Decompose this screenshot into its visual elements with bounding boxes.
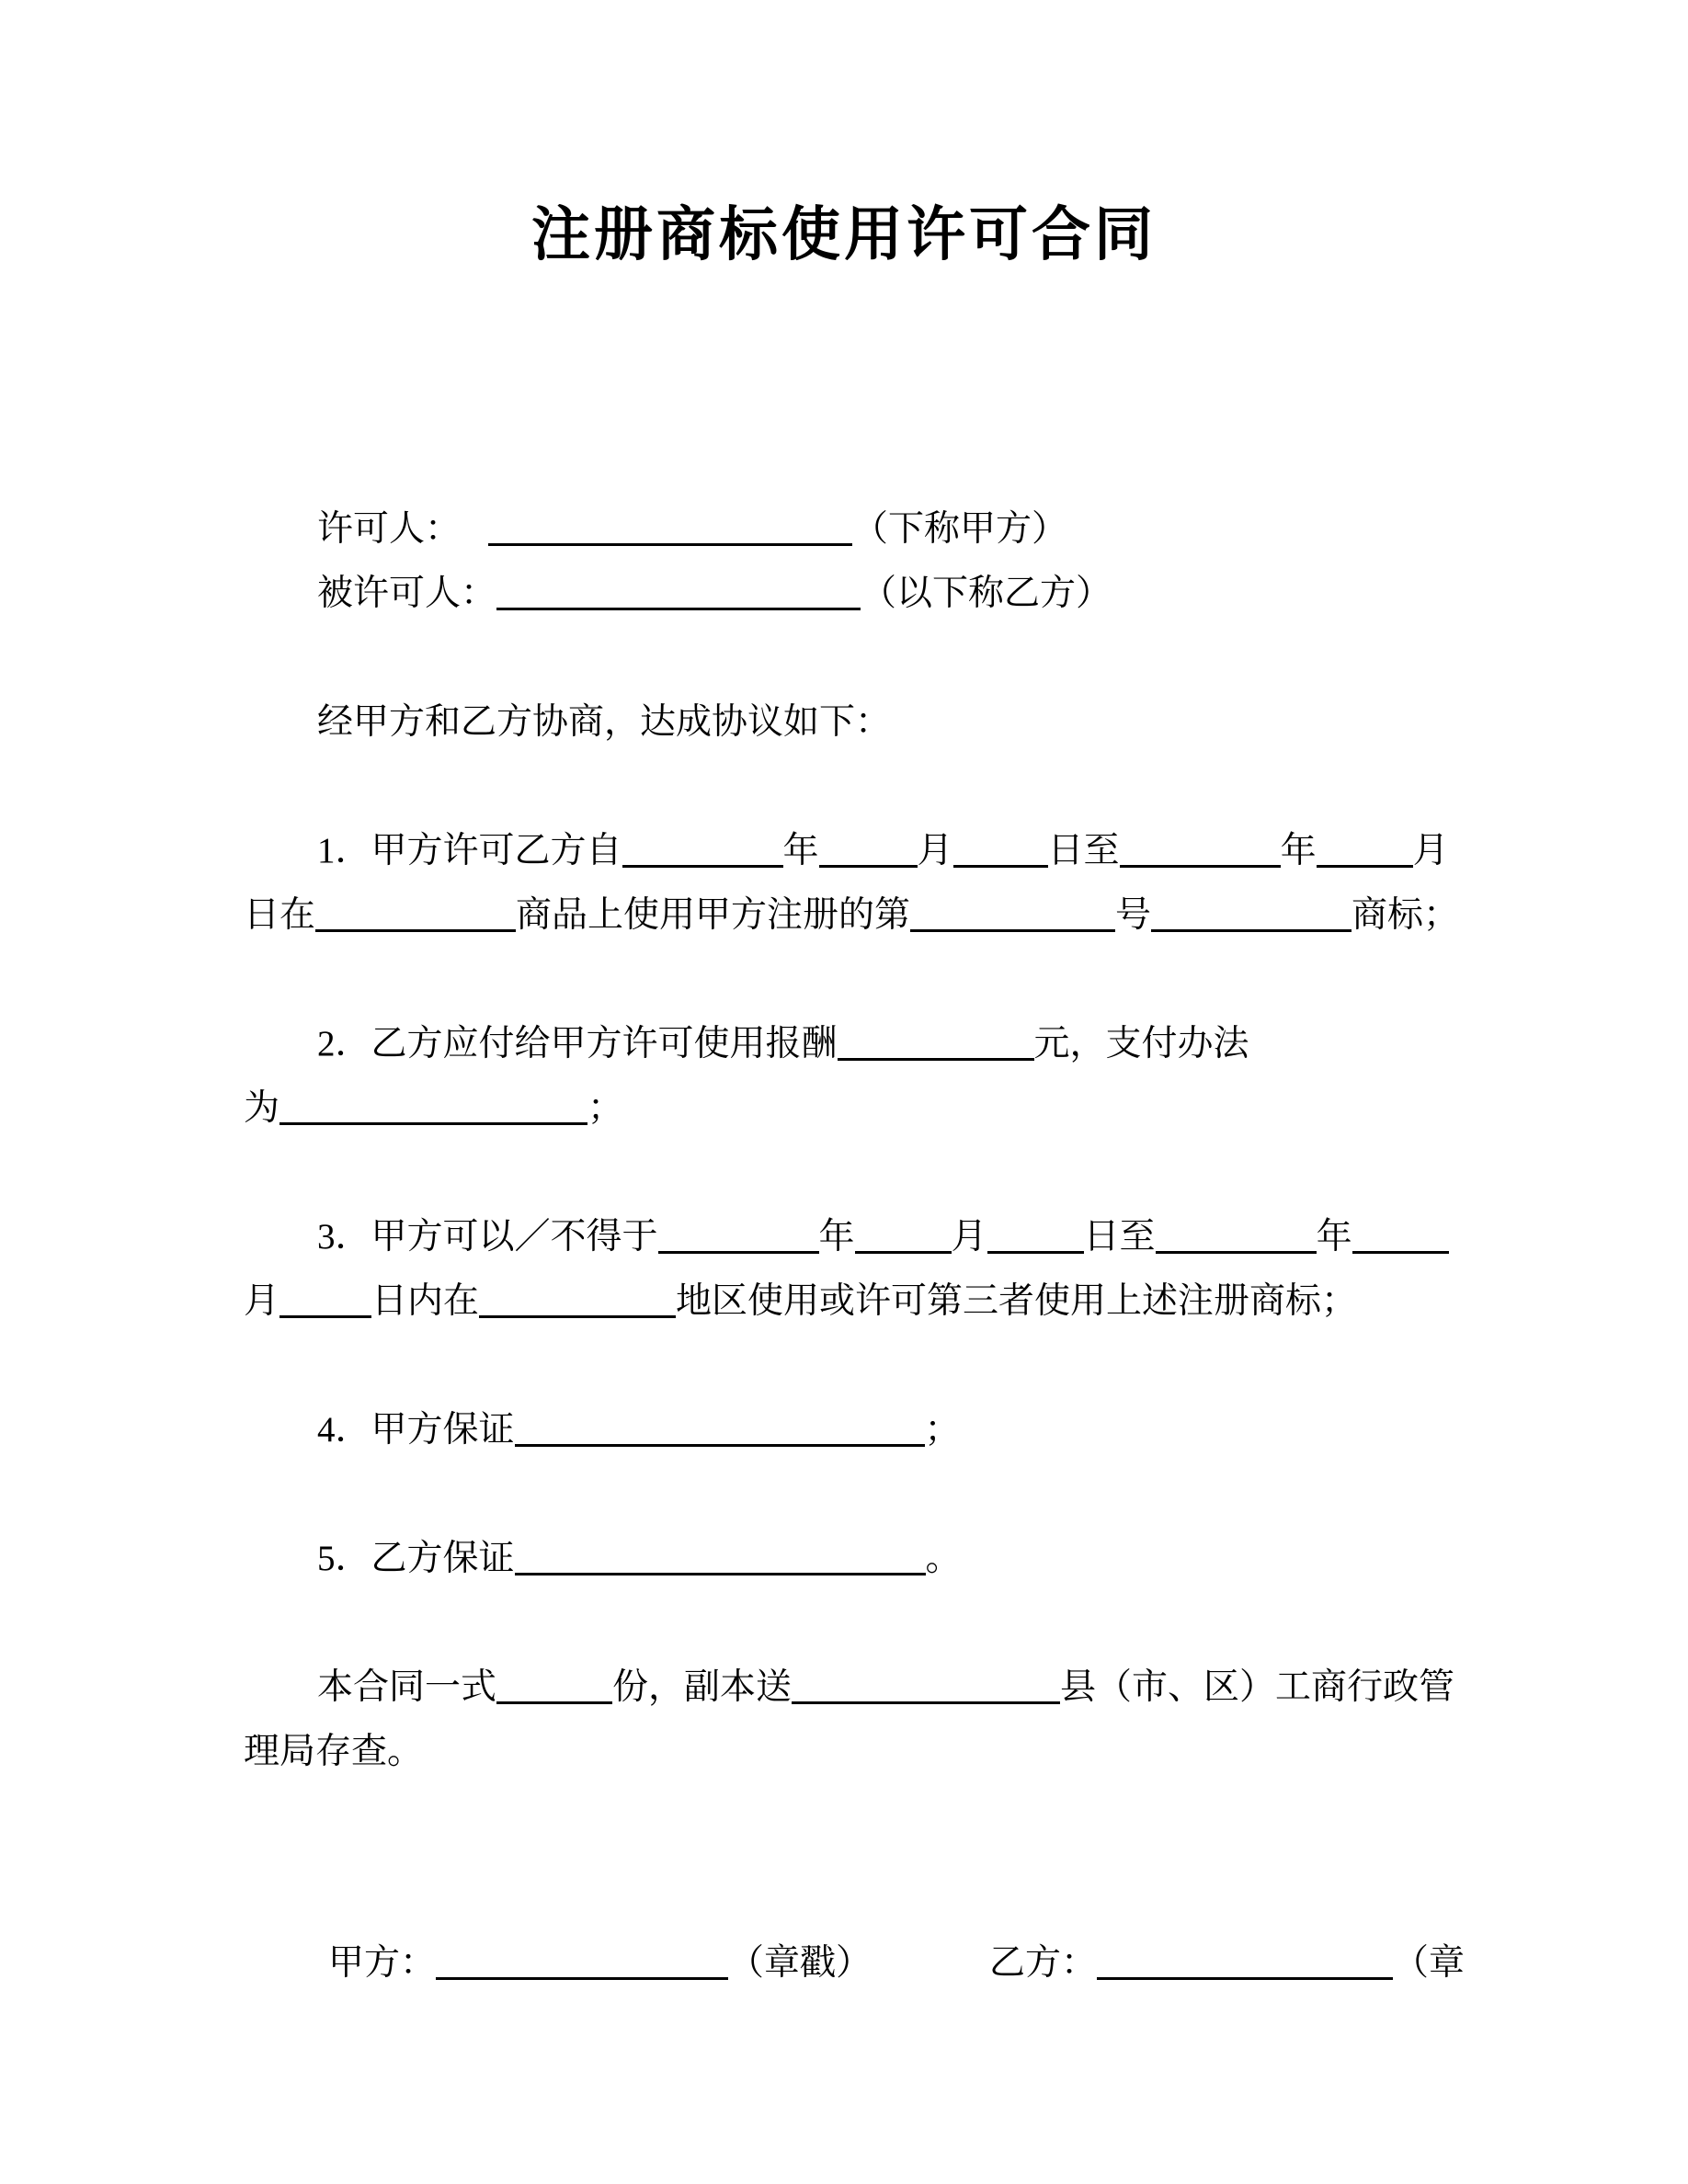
licensee-name-blank bbox=[496, 572, 861, 610]
text-run: ； bbox=[924, 1410, 961, 1450]
clause-3-text: 3．甲方可以／不得于 bbox=[317, 1217, 658, 1257]
text-run: 商标； bbox=[1352, 895, 1460, 935]
clause-2-line-2 bbox=[244, 1076, 1688, 1141]
text-run: 日在 bbox=[244, 895, 316, 935]
signature-line bbox=[244, 1931, 1688, 1996]
text-run: 商品上使用甲方注册的第 bbox=[516, 895, 911, 935]
text-run: 号 bbox=[1115, 895, 1152, 935]
start-day-blank bbox=[953, 829, 1048, 868]
document-body bbox=[0, 497, 1688, 1996]
end-year-blank bbox=[1120, 829, 1281, 868]
text-run: 年 bbox=[1316, 1217, 1352, 1257]
text-run: 年 bbox=[1280, 831, 1317, 870]
clause-5-line bbox=[244, 1527, 1688, 1591]
text-run: 为 bbox=[244, 1088, 280, 1128]
text-run: 月 bbox=[1412, 831, 1449, 870]
clause-1-line-1 bbox=[244, 819, 1688, 883]
start-month-blank bbox=[819, 829, 918, 868]
copies-count-blank bbox=[496, 1666, 612, 1704]
document-title: 注册商标使用许可合同 bbox=[531, 201, 1157, 267]
preamble-line bbox=[244, 690, 1688, 755]
trademark-reg-number-blank bbox=[910, 893, 1115, 932]
party-b-signature-blank bbox=[1097, 1941, 1393, 1980]
licensor-label: 许可人： bbox=[317, 509, 462, 549]
text-run: 月 bbox=[917, 831, 953, 870]
text-run: 理局存查。 bbox=[244, 1732, 424, 1771]
text-run: 日至 bbox=[1083, 1217, 1156, 1257]
end-month-blank bbox=[1317, 829, 1413, 868]
party-b-alias: （以下称乙方） bbox=[861, 574, 1112, 613]
royalty-amount-blank bbox=[838, 1022, 1034, 1061]
party-b-seal-label-truncated: （章 bbox=[1393, 1943, 1466, 1983]
restrict-start-day-blank bbox=[987, 1215, 1084, 1254]
copies-text: 本合同一式 bbox=[317, 1667, 497, 1707]
party-b-signature-label: 乙方： bbox=[989, 1943, 1098, 1983]
party-a-alias: （下称甲方） bbox=[852, 509, 1068, 549]
restrict-end-day-blank bbox=[279, 1280, 371, 1318]
text-run: 县（市、区）工商行政管 bbox=[1060, 1667, 1455, 1707]
text-run: 元，支付办法 bbox=[1033, 1024, 1249, 1064]
restrict-start-month-blank bbox=[855, 1215, 952, 1254]
text-run: 月 bbox=[244, 1281, 280, 1321]
start-year-blank bbox=[622, 829, 783, 868]
clause-1-text: 1．甲方许可乙方自 bbox=[317, 831, 622, 870]
payment-method-blank bbox=[279, 1086, 587, 1125]
licensee-label: 被许可人： bbox=[317, 574, 497, 613]
clause-2-line-1 bbox=[244, 1012, 1688, 1076]
text-run: ； bbox=[587, 1088, 624, 1128]
text-run: 年 bbox=[782, 831, 819, 870]
clause-3-line-1 bbox=[244, 1205, 1688, 1269]
clause-4-text: 4．甲方保证 bbox=[317, 1410, 515, 1450]
preamble-text: 经甲方和乙方协商，达成协议如下： bbox=[317, 702, 892, 742]
region-blank bbox=[479, 1280, 676, 1318]
trademark-name-blank bbox=[1151, 893, 1352, 932]
restrict-end-month-blank bbox=[1352, 1215, 1449, 1254]
goods-blank bbox=[315, 893, 516, 932]
licensee-line bbox=[244, 562, 1688, 626]
text-run: 日至 bbox=[1047, 831, 1120, 870]
copies-line-1 bbox=[244, 1655, 1688, 1720]
licensor-line bbox=[244, 497, 1688, 562]
party-a-guarantee-blank bbox=[515, 1408, 925, 1447]
clause-2-text: 2．乙方应付给甲方许可使用报酬 bbox=[317, 1024, 838, 1064]
clause-5-text: 5．乙方保证 bbox=[317, 1539, 515, 1578]
text-run: 份，副本送 bbox=[612, 1667, 793, 1707]
clause-3-line-2 bbox=[244, 1269, 1688, 1334]
licensor-name-blank bbox=[488, 507, 852, 546]
text-run: 年 bbox=[818, 1217, 855, 1257]
copies-line-2 bbox=[244, 1720, 1688, 1784]
party-a-seal-label: （章戳） bbox=[728, 1943, 873, 1983]
text-run: 日内在 bbox=[371, 1281, 480, 1321]
text-run: 月 bbox=[951, 1217, 987, 1257]
clause-4-line bbox=[244, 1398, 1688, 1462]
clause-1-line-2 bbox=[244, 883, 1688, 948]
party-b-guarantee-blank bbox=[515, 1537, 926, 1575]
text-run: 地区使用或许可第三者使用上述注册商标； bbox=[676, 1281, 1358, 1321]
restrict-start-year-blank bbox=[658, 1215, 819, 1254]
bureau-name-blank bbox=[792, 1666, 1060, 1704]
text-run: 。 bbox=[925, 1539, 962, 1578]
party-a-signature-blank bbox=[436, 1941, 728, 1980]
party-a-signature-label: 甲方： bbox=[328, 1943, 437, 1983]
restrict-end-year-blank bbox=[1156, 1215, 1317, 1254]
